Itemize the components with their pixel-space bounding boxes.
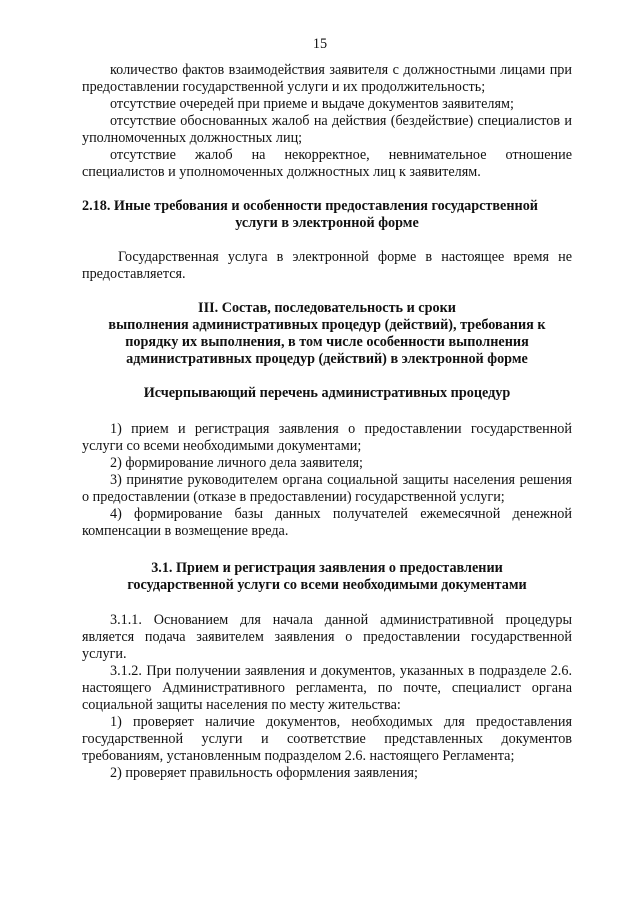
procedure-item: 4) формирование базы данных получателей ежемесячной денежной компенсации в возмещение вреда. [82, 506, 572, 539]
paragraph: отсутствие обоснованных жалоб на действия (бездействие) специалистов и уполномоченных должностных лиц; [82, 113, 572, 146]
procedure-item: 1) прием и регистрация заявления о предоставлении государственной услуги со всеми необходимыми документами; [82, 421, 572, 454]
paragraph: отсутствие очередей при приеме и выдаче документов заявителям; [110, 96, 514, 112]
heading-line: III. Состав, последовательность и сроки [198, 300, 456, 316]
heading-line: 2.18. Иные требования и особенности предоставления государственной [82, 198, 538, 214]
paragraph: Государственная услуга в электронной форме в настоящее время не предоставляется. [82, 249, 572, 282]
heading-line: 3.1. Прием и регистрация заявления о предоставлении [151, 560, 503, 576]
heading-line: порядку их выполнения, в том числе особенности выполнения [125, 334, 529, 350]
heading-line: государственной услуги со всеми необходимыми документами [127, 577, 527, 593]
paragraph: количество фактов взаимодействия заявителя с должностными лицами при предоставлении государственной услуги и их продолжительность; [82, 62, 572, 95]
page-content [82, 62, 572, 782]
page-number: 15 [312, 36, 328, 52]
heading-line: выполнения административных процедур (действий), требования к [108, 317, 546, 333]
heading-line: услуги в электронной форме [235, 215, 419, 231]
paragraph: отсутствие жалоб на некорректное, невнимательное отношение специалистов и уполномоченных должностных лиц к заявителям. [82, 147, 572, 180]
sub-item: 1) проверяет наличие документов, необходимых для предоставления государственной услуги и соответствие представленных документов требованиям, установленным подразделом 2.6. настоящего Регламента; [82, 714, 572, 764]
paragraph: 3.1.2. При получении заявления и документов, указанных в подразделе 2.6. настоящего Административного регламента, по почте, специалист органа социальной защиты населения по месту жительства: [82, 663, 572, 713]
sub-item: 2) проверяет правильность оформления заявления; [110, 765, 418, 781]
list-heading: Исчерпывающий перечень административных процедур [143, 385, 511, 401]
procedure-item: 3) принятие руководителем органа социальной защиты населения решения о предоставлении (отказе в предоставлении) государственной услуги; [82, 472, 572, 505]
section-heading-3-1 [82, 560, 572, 594]
procedure-item: 2) формирование личного дела заявителя; [110, 455, 363, 471]
section-heading-iii [82, 300, 572, 368]
paragraph: 3.1.1. Основанием для начала данной административной процедуры является подача заявителем заявления о предоставлении государственной услуги. [82, 612, 572, 662]
heading-line: административных процедур (действий) в электронной форме [126, 351, 528, 367]
section-heading-2-18 [82, 198, 572, 232]
